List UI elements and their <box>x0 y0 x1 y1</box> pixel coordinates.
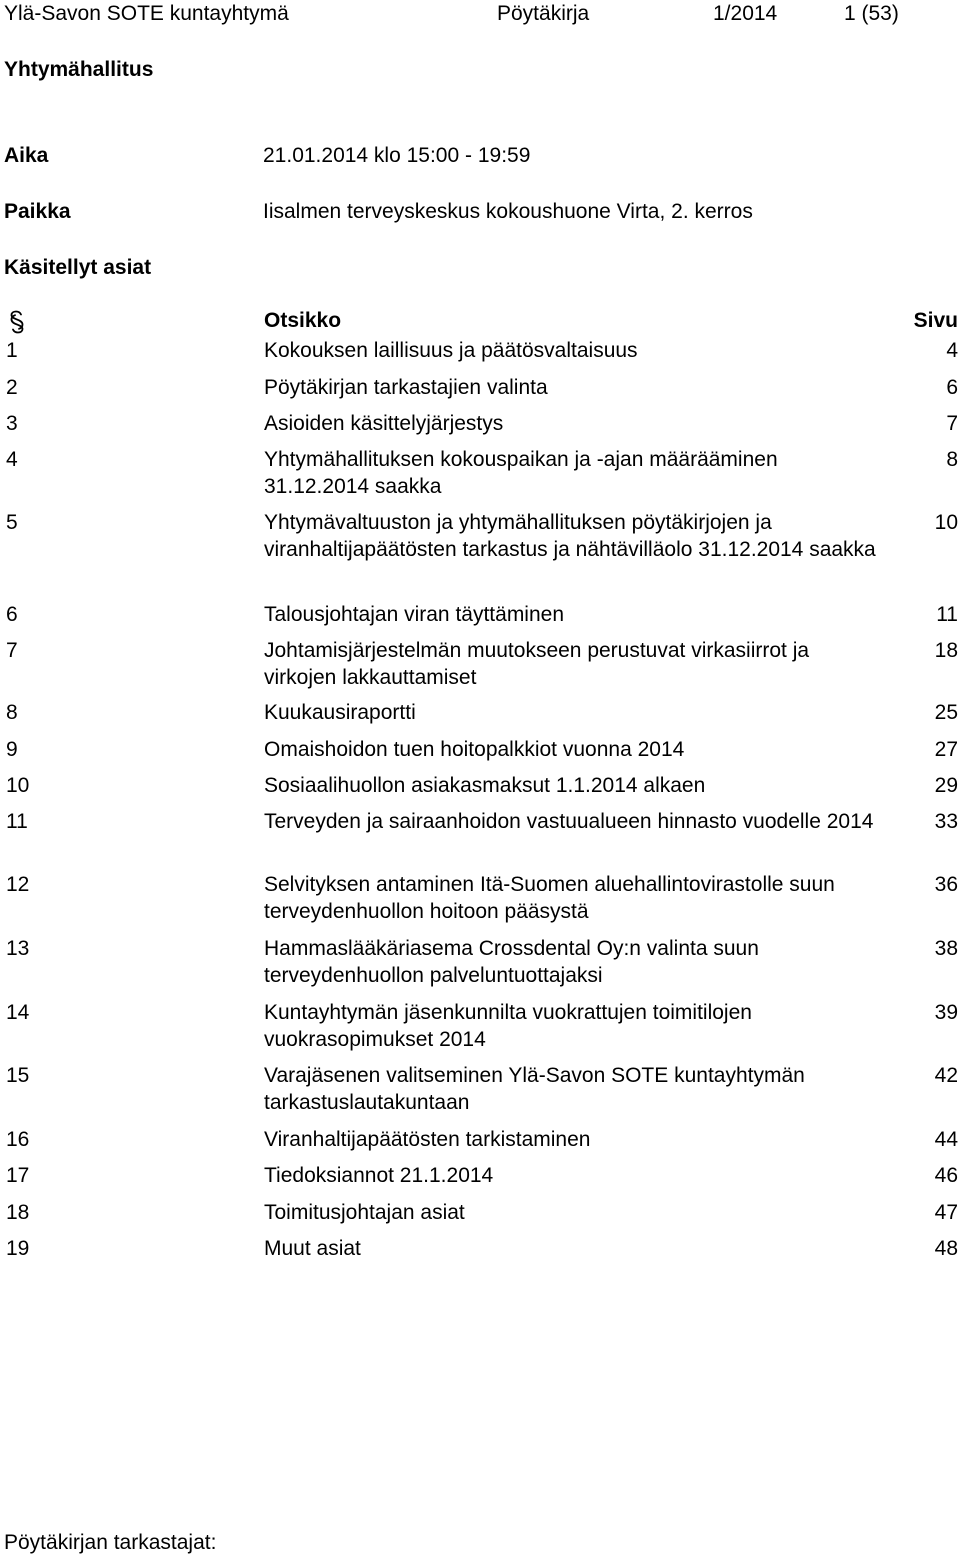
table-row <box>0 1126 960 1153</box>
table-row <box>0 446 960 500</box>
row-number: 2 <box>6 376 18 399</box>
table-row <box>0 871 960 925</box>
row-number: 8 <box>6 701 18 724</box>
table-row <box>0 808 960 835</box>
row-number: 11 <box>6 810 28 833</box>
place-label: Paikka <box>4 200 71 223</box>
row-number: 12 <box>6 873 30 896</box>
organization-name: Ylä-Savon SOTE kuntayhtymä <box>4 2 289 25</box>
row-page: 38 <box>934 937 958 960</box>
row-page: 29 <box>934 774 958 797</box>
column-header-title: Otsikko <box>264 309 342 332</box>
row-number: 3 <box>6 412 18 435</box>
table-row <box>0 1235 960 1262</box>
row-title: Omaishoidon tuen hoitopalkkiot vuonna 2014 <box>264 738 685 761</box>
row-number: 5 <box>6 511 18 534</box>
row-page: 48 <box>934 1237 958 1260</box>
table-row <box>0 1162 960 1189</box>
row-title: Terveyden ja sairaanhoidon vastuualueen hinnasto vuodelle 2014 <box>264 810 874 833</box>
row-page: 10 <box>934 511 958 534</box>
table-row <box>0 601 960 628</box>
inspectors-label: Pöytäkirjan tarkastajat: <box>4 1531 217 1554</box>
row-number: 7 <box>6 639 18 662</box>
row-number: 18 <box>6 1201 30 1224</box>
table-row <box>0 1062 960 1116</box>
table-row <box>0 935 960 989</box>
row-page: 36 <box>934 873 958 896</box>
row-page: 11 <box>936 603 958 626</box>
row-page: 46 <box>934 1164 958 1187</box>
row-title: Hammaslääkäriasema Crossdental Oy:n valinta suun terveydenhuollon palveluntuottajaksi <box>264 937 759 987</box>
table-row <box>0 410 960 437</box>
row-number: 13 <box>6 937 30 960</box>
row-title: Varajäsenen valitseminen Ylä-Savon SOTE kuntayhtymän tarkastuslautakuntaan <box>264 1064 805 1114</box>
row-page: 42 <box>934 1064 958 1087</box>
row-title: Kuukausiraportti <box>264 701 416 724</box>
table-row <box>0 772 960 799</box>
table-row <box>0 1199 960 1226</box>
row-number: 1 <box>6 339 18 362</box>
table-row <box>0 337 960 364</box>
row-title: Pöytäkirjan tarkastajien valinta <box>264 376 548 399</box>
row-title: Kuntayhtymän jäsenkunnilta vuokrattujen toimitilojen vuokrasopimukset 2014 <box>264 1001 752 1051</box>
row-title: Muut asiat <box>264 1237 361 1260</box>
row-page: 8 <box>946 448 958 471</box>
row-title: Selvityksen antaminen Itä-Suomen aluehallintovirastolle suun terveydenhuollon hoitoon pääsystä <box>264 873 835 923</box>
row-number: 10 <box>6 774 30 797</box>
row-title: Toimitusjohtajan asiat <box>264 1201 465 1224</box>
governing-body: Yhtymähallitus <box>4 58 154 81</box>
row-number: 17 <box>6 1164 30 1187</box>
table-row <box>0 736 960 763</box>
items-label: Käsitellyt asiat <box>4 256 152 279</box>
table-row <box>0 637 960 691</box>
document-type: Pöytäkirja <box>497 2 590 25</box>
row-number: 15 <box>6 1064 30 1087</box>
place-value: Iisalmen terveyskeskus kokoushuone Virta, 2. kerros <box>263 200 753 223</box>
document-number: 1/2014 <box>713 2 778 25</box>
row-title: Viranhaltijapäätösten tarkistaminen <box>264 1128 591 1151</box>
row-page: 6 <box>946 376 958 399</box>
row-number: 9 <box>6 738 18 761</box>
table-row <box>0 699 960 726</box>
row-page: 47 <box>934 1201 958 1224</box>
table-row <box>0 509 960 563</box>
row-title: Yhtymävaltuuston ja yhtymähallituksen pöytäkirjojen ja viranhaltijapäätösten tarkastus ja nähtävilläolo 31.12.2014 saakka <box>264 511 876 561</box>
row-title: Talousjohtajan viran täyttäminen <box>264 603 565 626</box>
time-label: Aika <box>4 144 49 167</box>
row-page: 44 <box>934 1128 958 1151</box>
row-title: Sosiaalihuollon asiakasmaksut 1.1.2014 alkaen <box>264 774 706 797</box>
row-title: Kokouksen laillisuus ja päätösvaltaisuus <box>264 339 638 362</box>
row-page: 4 <box>946 339 958 362</box>
time-value: 21.01.2014 klo 15:00 - 19:59 <box>263 144 531 167</box>
row-number: 4 <box>6 448 18 471</box>
table-row <box>0 374 960 401</box>
row-page: 27 <box>934 738 958 761</box>
row-title: Tiedoksiannot 21.1.2014 <box>264 1164 494 1187</box>
row-page: 33 <box>934 810 958 833</box>
row-number: 6 <box>6 603 18 626</box>
agenda-table <box>0 307 960 1260</box>
row-page: 18 <box>934 639 958 662</box>
row-page: 7 <box>946 412 958 435</box>
row-title: Yhtymähallituksen kokouspaikan ja -ajan määrääminen 31.12.2014 saakka <box>264 448 778 498</box>
row-number: 19 <box>6 1237 30 1260</box>
table-row <box>0 999 960 1053</box>
column-header-page: Sivu <box>913 309 958 332</box>
row-title: Asioiden käsittelyjärjestys <box>264 412 504 435</box>
row-page: 39 <box>934 1001 958 1024</box>
row-title: Johtamisjärjestelmän muutokseen perustuvat virkasiirrot ja virkojen lakkauttamiset <box>264 639 810 689</box>
row-number: 14 <box>6 1001 30 1024</box>
section-sign-icon <box>6 309 28 335</box>
page-number: 1 (53) <box>844 2 899 25</box>
row-page: 25 <box>934 701 958 724</box>
row-number: 16 <box>6 1128 30 1151</box>
table-header <box>0 307 960 337</box>
